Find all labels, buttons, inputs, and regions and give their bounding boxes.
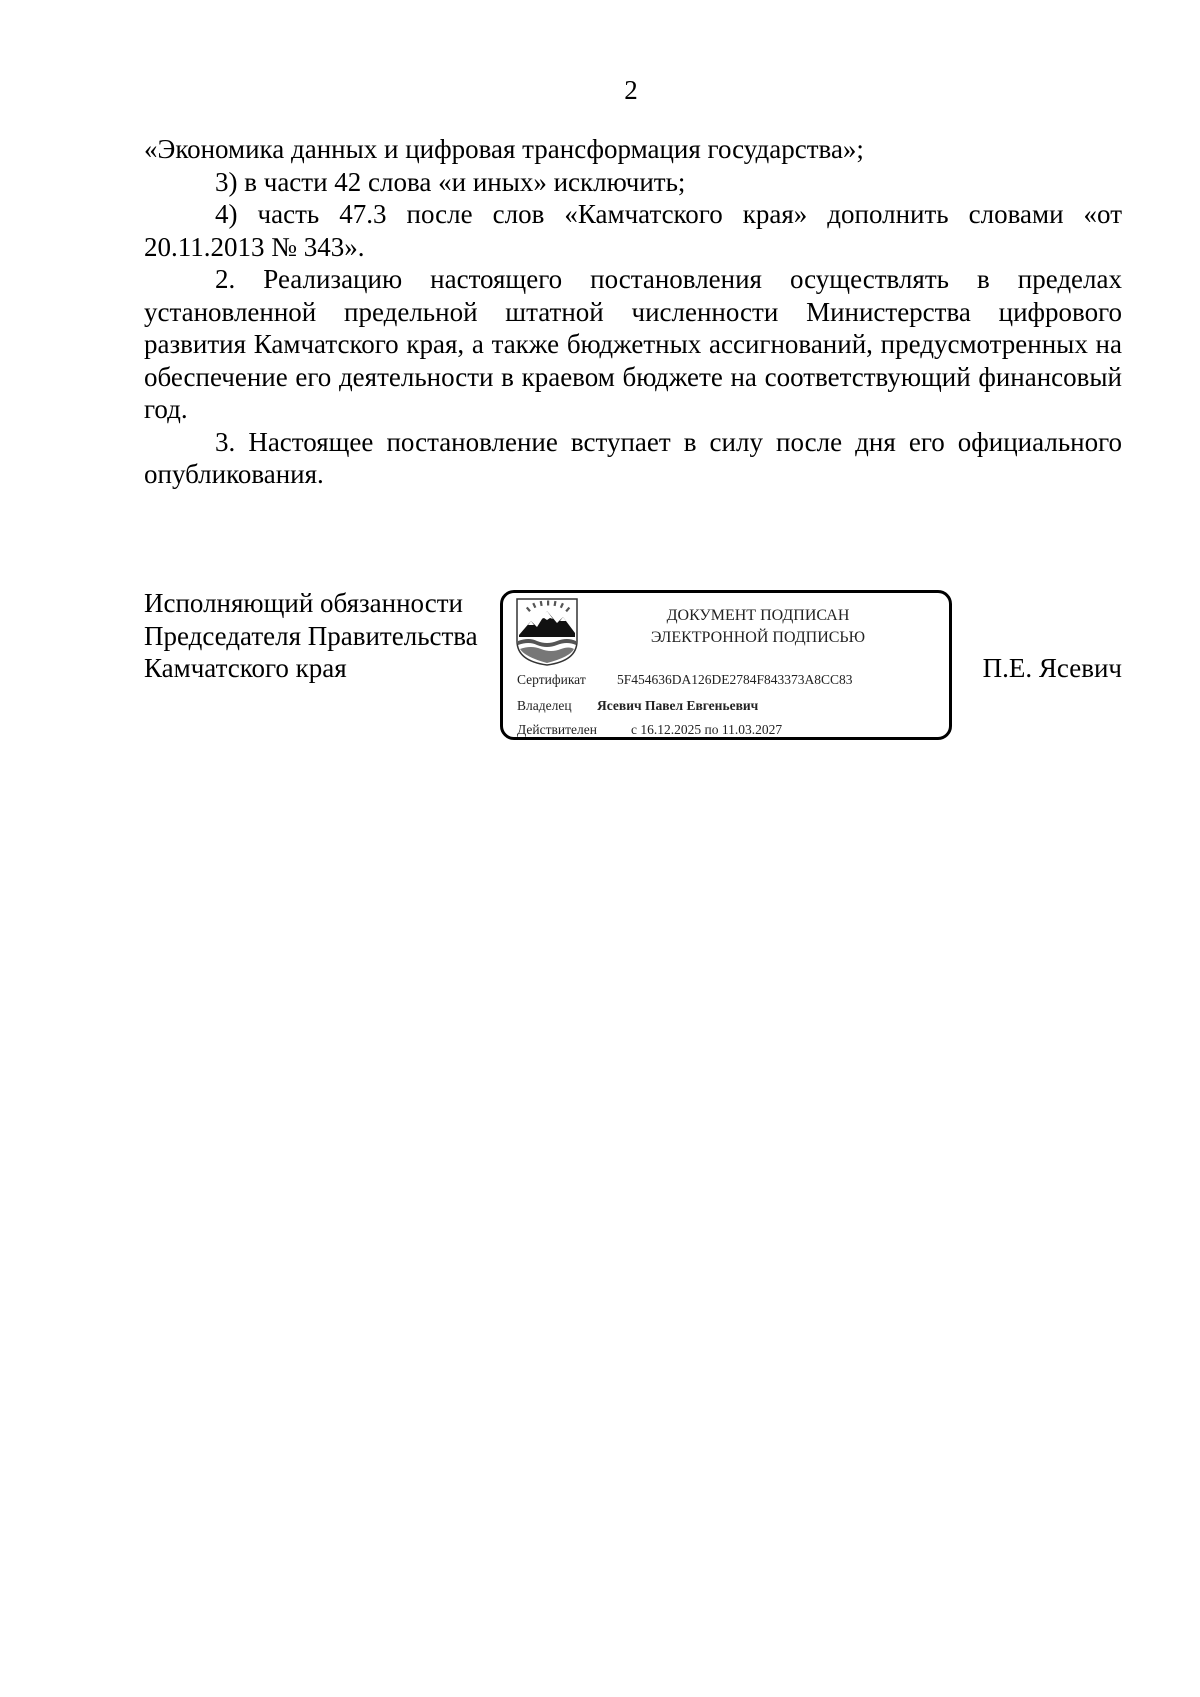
signatory-name: П.Е. Ясевич (982, 653, 1122, 683)
document-body (144, 133, 1122, 491)
stamp-validity-value: с 16.12.2025 по 11.03.2027 (631, 722, 783, 737)
body-paragraph: 4) часть 47.3 после слов «Камчатского края» дополнить словами «от 20.11.2013 № 343». (144, 199, 1122, 262)
signatory-position (144, 587, 504, 685)
stamp-owner-value: Ясевич Павел Евгеньевич (597, 698, 759, 713)
stamp-owner-label: Владелец (517, 698, 572, 713)
stamp-title-line: ЭЛЕКТРОННОЙ ПОДПИСЬЮ (650, 629, 866, 646)
stamp-certificate-row (517, 671, 853, 689)
signatory-position-line: Председателя Правительства (144, 620, 478, 651)
signatory-position-line: Исполняющий обязанности (144, 588, 463, 618)
stamp-certificate-label: Сертификат (517, 672, 586, 687)
kamchatka-coat-of-arms-icon (515, 597, 579, 667)
stamp-owner-row (517, 697, 758, 715)
stamp-certificate-value: 5F454636DA126DE2784F843373A8CC83 (617, 672, 853, 687)
body-paragraph: «Экономика данных и цифровая трансформация государства»; (144, 134, 864, 164)
signatory-position-line: Камчатского края (144, 653, 347, 683)
stamp-title-line: ДОКУМЕНТ ПОДПИСАН (666, 607, 850, 624)
page-number: 2 (624, 75, 638, 105)
electronic-signature-stamp (500, 590, 952, 740)
body-paragraph: 3. Настоящее постановление вступает в силу после дня его официального опубликования. (144, 426, 1122, 489)
stamp-validity-label: Действителен (517, 722, 597, 737)
body-paragraph: 3) в части 42 слова «и иных» исключить; (215, 166, 686, 197)
body-paragraph: 2. Реализацию настоящего постановления осуществлять в пределах установленной предельной штатной численности Министерства цифрового развития Камчатского края, а также бюджетных ассигнований, предусмотренных на обеспечение его деятельности в краевом бюджете на соответствующий финансовый год. (144, 264, 1122, 424)
stamp-validity-row (517, 721, 782, 739)
stamp-title (593, 605, 923, 649)
